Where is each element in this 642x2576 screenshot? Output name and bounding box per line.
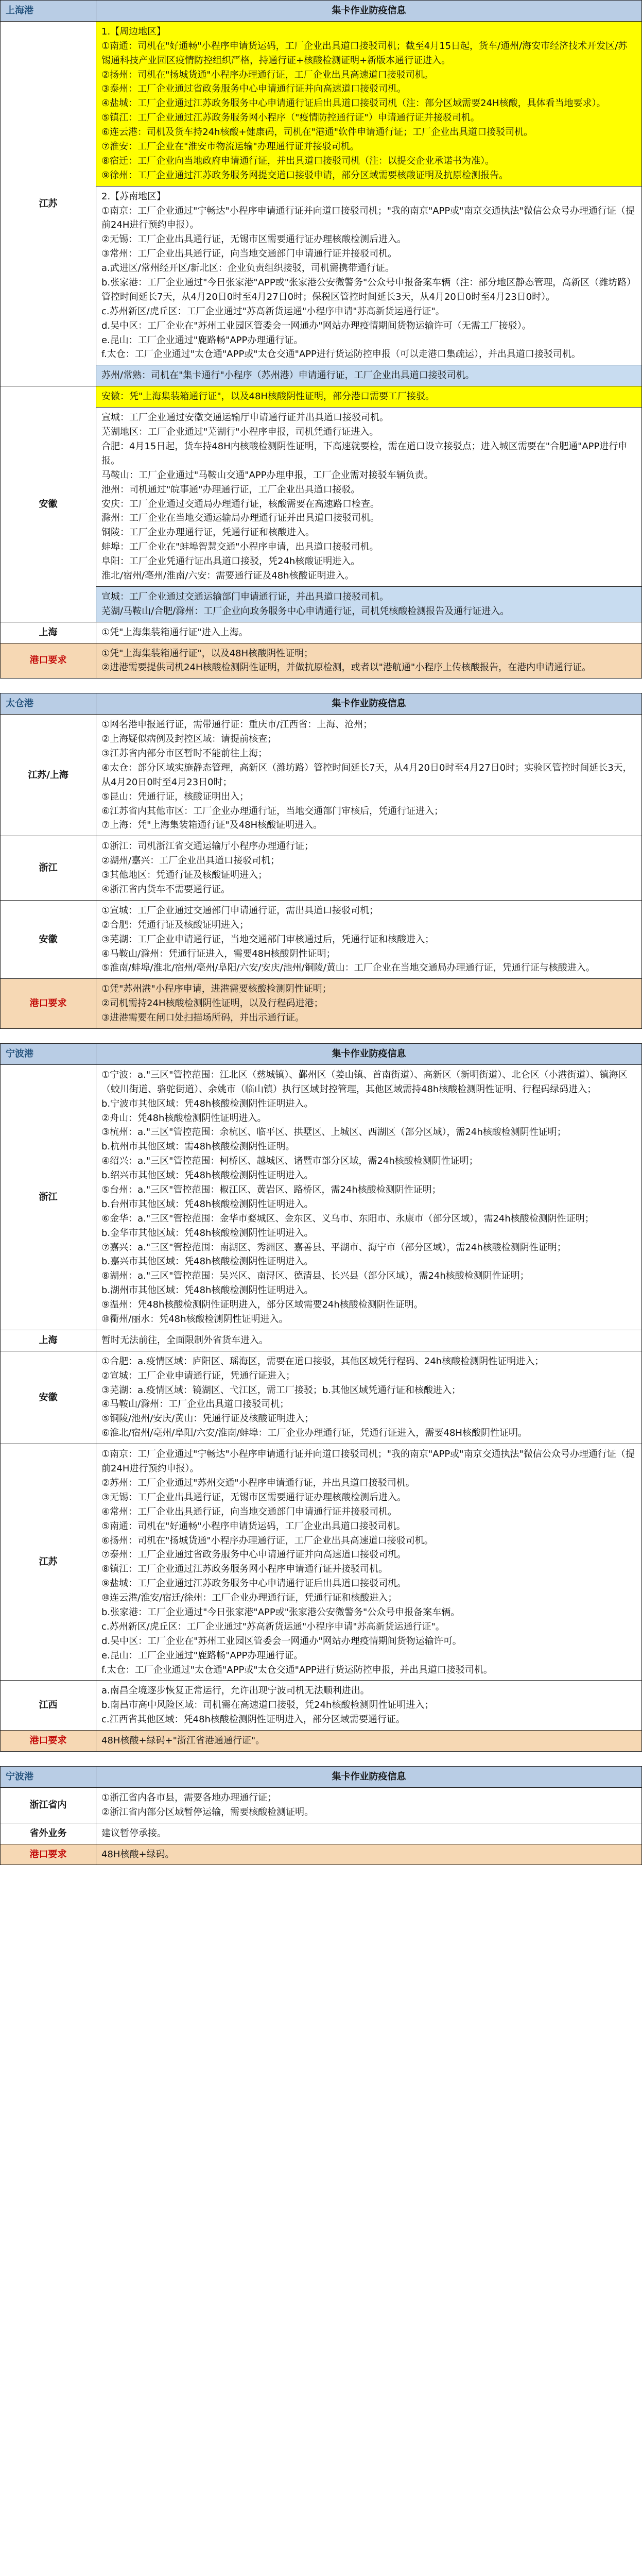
content-line: 2.【苏南地区】 xyxy=(101,191,166,202)
content-line: ⑥连云港：司机及货车持24h核酸+健康码，司机在"港通"软件申请通行证；工厂企业出具道口接驳司机。 xyxy=(101,127,533,138)
content-line: e.昆山：工厂企业通过"鹿路畅"APP办理通行证。 xyxy=(101,1650,303,1661)
content-line: ③进港需要在闸口处扫描场所码，并出示通行证。 xyxy=(101,1012,305,1024)
content-line: ⑧宿迁：工厂企业向当地政府申请通行证，并出具道口接驳司机（注：以提交企业承诺书为准）。 xyxy=(101,155,495,166)
content-cell xyxy=(96,365,642,386)
content-line: ②司机需持24H核酸检测阴性证明，以及行程码进港； xyxy=(101,998,323,1009)
province-label: 上海 xyxy=(1,1330,96,1351)
content-line: c.江西省其他区域：凭48h核酸检测阴性证明进入，部分区域需要通行证。 xyxy=(101,1714,405,1725)
table-row xyxy=(1,1731,642,1752)
content-line: ①凭"上海集装箱通行证"，以及48H核酸阴性证明； xyxy=(101,648,314,659)
content-line: d.吴中区：工厂企业在"苏州工业园区管委会一网通办"网站办理疫情期间货物运输许可（无需工厂接驳）。 xyxy=(101,320,531,331)
port-section xyxy=(0,693,642,1029)
header-row xyxy=(1,1766,642,1787)
content-line: ②进港需要提供司机24H核酸检测阴性证明，并做抗原检测，或者以"港航通"小程序上传核酸报告，在港内申请通行证。 xyxy=(101,662,592,673)
table-row xyxy=(1,1681,642,1731)
content-line: ⑤淮南/蚌埠/淮北/宿州/亳州/阜阳/六安/安庆/池州/铜陵/黄山：工厂企业在当地交通局办理通行证，凭通行证与核酸进入。 xyxy=(101,962,595,974)
content-cell xyxy=(96,1064,642,1330)
content-cell xyxy=(96,1787,642,1823)
content-cell xyxy=(96,1844,642,1865)
content-line: 苏州/常熟：司机在"集卡通行"小程序（苏州港）申请通行证，工厂企业出具道口接驳司机。 xyxy=(101,370,475,381)
content-line: ⑧湖州：a."三区"管控范围：吴兴区、南浔区、德清县、长兴县（部分区域），需24h核酸检测阴性证明； xyxy=(101,1270,529,1282)
content-cell xyxy=(96,622,642,643)
province-label: 浙江省内 xyxy=(1,1787,96,1823)
content-line: 48H核酸+绿码+"浙江省港通通行证"。 xyxy=(101,1735,265,1747)
content-line: ②上海疑似病例及封控区域：请提前核查； xyxy=(101,734,277,745)
content-line: 铜陵：工厂企业办理通行证，凭通行证和核酸进入。 xyxy=(101,527,315,538)
content-line: ①网名港申报通行证，需带通行证：重庆市/江西省：上海、沧州； xyxy=(101,719,373,731)
table-row xyxy=(1,643,642,679)
table-row xyxy=(1,386,642,408)
content-line: a.南昌全境逐步恢复正常运行，允许出现宁波司机无法顺利进出。 xyxy=(101,1685,370,1697)
content-cell xyxy=(96,1731,642,1752)
content-line: b.杭州市其他区域：需48h核酸检测阴性证明。 xyxy=(101,1141,295,1153)
content-line: ①合肥：a.疫情区域：庐阳区、瑶海区，需要在道口接驳，其他区域凭行程码、24h核酸检测阴性证明进入； xyxy=(101,1355,544,1367)
content-line: ②浙江省内部分区域暂停运输，需要核酸检测证明。 xyxy=(101,1806,314,1818)
province-label: 港口要求 xyxy=(1,643,96,679)
province-label: 浙江 xyxy=(1,1064,96,1330)
content-line: ④浙江省内货车不需要通行证。 xyxy=(101,884,231,895)
content-line: 阜阳：工厂企业凭通行证出具道口接驳，凭24h核酸证明进入。 xyxy=(101,556,360,567)
section-title: 集卡作业防疫信息 xyxy=(96,1766,642,1787)
content-line: ③芜湖：工厂企业申请通行证，当地交通部门审核通过后，凭通行证和核酸进入； xyxy=(101,934,435,945)
content-line: ②扬州：司机在"扬城货通"小程序办理通行证，工厂企业出具高速道口接驳司机。 xyxy=(101,69,433,80)
content-line: ⑨盐城：工厂企业通过江苏政务服务中心申请通行证后出具道口接驳司机。 xyxy=(101,1578,407,1589)
content-cell xyxy=(96,386,642,408)
content-line: ⑦上海：凭"上海集装箱通行证"及48H核酸证明进入。 xyxy=(101,820,323,831)
content-cell xyxy=(96,1444,642,1681)
table-row xyxy=(1,1330,642,1351)
content-line: ⑤镇江：工厂企业通过江苏政务服务网小程序（"疫情防控通行证"）申请通行证并接驳司机。 xyxy=(101,112,480,124)
province-label: 江苏 xyxy=(1,21,96,386)
content-cell xyxy=(96,836,642,901)
content-cell xyxy=(96,1823,642,1844)
content-line: c.苏州新区/虎丘区：工厂企业通过"苏高新货运通"小程序申请"苏高新货运通行证"。 xyxy=(101,306,445,317)
content-cell xyxy=(96,1351,642,1444)
table-row xyxy=(1,1787,642,1823)
content-line: ③泰州：工厂企业通过省政务服务中心申请通行证并向高速道口接驳司机。 xyxy=(101,83,407,95)
province-label: 江苏 xyxy=(1,1444,96,1681)
content-line: f.太仓：工厂企业通过"太仓通"APP或"太仓交通"APP进行货运防控申报（可以走港口集疏运），并出具道口接驳司机。 xyxy=(101,349,581,360)
content-line: ③杭州：a."三区"管控范围：余杭区、临平区、拱墅区、上城区、西湖区（部分区域），需24h核酸检测阴性证明； xyxy=(101,1127,566,1138)
header-row xyxy=(1,693,642,715)
table-row xyxy=(1,622,642,643)
province-label: 港口要求 xyxy=(1,1731,96,1752)
table-row xyxy=(1,900,642,978)
content-line: b.湖州市其他区域：凭48h核酸检测阴性证明进入。 xyxy=(101,1285,314,1296)
port-name: 宁波港 xyxy=(1,1766,96,1787)
content-line: ①浙江省内各市县，需要各地办理通行证； xyxy=(101,1792,277,1803)
content-line: ⑦泰州：工厂企业通过省政务服务中心申请通行证并向高速道口接驳司机。 xyxy=(101,1549,407,1561)
port-name: 宁波港 xyxy=(1,1044,96,1065)
content-line: ①凭"上海集装箱通行证"进入上海。 xyxy=(101,626,248,638)
content-line: b.嘉兴市其他区域：凭48h核酸检测阴性证明进入。 xyxy=(101,1256,314,1267)
province-label: 江苏/上海 xyxy=(1,715,96,836)
province-label: 安徽 xyxy=(1,1351,96,1444)
port-section xyxy=(0,0,642,679)
content-cell xyxy=(96,1681,642,1731)
table-row xyxy=(1,979,642,1029)
content-line: ④马鞍山/滁州：凭通行证进入，需要48H核酸阴性证明； xyxy=(101,948,336,959)
content-line: ⑥金华：a."三区"管控范围：金华市婺城区、金东区、义乌市、东阳市、永康市（部分区域），需24h核酸检测阴性证明； xyxy=(101,1213,594,1224)
content-line: 48H核酸+绿码。 xyxy=(101,1849,175,1860)
table-row xyxy=(1,21,642,186)
content-line: a.武进区/常州经开区/新北区：企业负责组织接驳，司机需携带通行证。 xyxy=(101,263,394,274)
port-table xyxy=(0,1766,642,1865)
content-line: 马鞍山：工厂企业通过"马鞍山交通"APP办理申报，工厂企业需对接驳车辆负责。 xyxy=(101,469,433,481)
content-line: ⑤台州：a."三区"管控范围：椒江区、黄岩区、路桥区，需24h核酸检测阴性证明； xyxy=(101,1184,441,1196)
province-label: 港口要求 xyxy=(1,979,96,1029)
content-line: ⑦淮安：工厂企业在"淮安市物流运输"办理通行证并接驳司机。 xyxy=(101,141,359,152)
header-row xyxy=(1,1,642,22)
content-line: 蚌埠：工厂企业在"蚌埠智慧交通"小程序申请，出具道口接驳司机。 xyxy=(101,541,379,553)
content-line: ⑩连云港/淮安/宿迁/徐州：工厂企业办理通行证，凭通行证和核酸进入； xyxy=(101,1592,397,1604)
content-line: ①凭"苏州港"小程序申请，进港需要核酸检测阴性证明； xyxy=(101,984,332,995)
content-line: 芜湖/马鞍山/合肥/滁州：工厂企业向政务服务中心申请通行证，司机凭核酸检测报告及通行证进入。 xyxy=(101,605,510,617)
table-row xyxy=(1,408,642,587)
content-line: 淮北/宿州/亳州/淮南/六安：需要通行证及48h核酸证明进入。 xyxy=(101,570,354,581)
content-line: ①南京：工厂企业通过"宁畅达"小程序申请通行证并向道口接驳司机；"我的南京"APP或"南京交通执法"微信公众号办理通行证（提前24H进行预约申报）。 xyxy=(101,205,635,231)
province-label: 安徽 xyxy=(1,386,96,622)
content-line: ⑨温州：凭48h核酸检测阴性证明进入，部分区域需要24h核酸检测阴性证明。 xyxy=(101,1299,423,1311)
content-line: ⑨徐州：工厂企业通过江苏政务服务网提交道口接驳申请，部分区域需要核酸证明及抗原检测报告。 xyxy=(101,170,509,181)
table-row xyxy=(1,586,642,622)
port-name: 太仓港 xyxy=(1,693,96,715)
content-line: ④常州：工厂企业出具通行证，向当地交通部门申请通行证并接驳司机。 xyxy=(101,1506,397,1517)
content-line: ⑥江苏省内其他市区：工厂企业办理通行证，当地交通部门审核后，凭通行证进入； xyxy=(101,805,444,817)
content-line: ④太仓：部分区域实施静态管理，高新区（潍坊路）管控时间延长7天，从4月20日0时至4月27日0时；实验区管控时间延长3天，从4月20日0时至4月23日0时； xyxy=(101,762,632,788)
content-line: f.太仓：工厂企业通过"太仓通"APP或"太仓交通"APP进行货运防控申报，并出具道口接驳司机。 xyxy=(101,1664,493,1675)
content-line: ⑤铜陵/池州/安庆/黄山：凭通行证及核酸证明进入； xyxy=(101,1413,314,1425)
content-line: ③芜湖：a.疫情区域：镜湖区、弋江区，需工厂接驳；b.其他区域凭通行证和核酸进入； xyxy=(101,1384,461,1396)
content-line: b.张家港：工厂企业通过"今日张家港"APP或"张家港公安微警务"公众号申报备案车辆。 xyxy=(101,1606,460,1618)
content-line: b.台州市其他区域：凭48h核酸检测阴性证明进入。 xyxy=(101,1198,314,1210)
table-row xyxy=(1,1064,642,1330)
content-line: ①浙江：司机浙江省交通运输厅小程序办理通行证； xyxy=(101,841,314,852)
content-line: 合肥：4月15日起，货车持48H内核酸检测阴性证明，下高速就要检，需在道口设立接驳点；进入城区需要在"合肥通"APP进行申报。 xyxy=(101,440,628,466)
content-line: c.苏州新区/虎丘区：工厂企业通过"苏高新货运通"小程序申请"苏高新货运通行证"。 xyxy=(101,1621,445,1632)
province-label: 省外业务 xyxy=(1,1823,96,1844)
table-row xyxy=(1,1844,642,1865)
table-row xyxy=(1,1444,642,1681)
content-line: b.南昌市高中风险区域：司机需在高速道口接驳，凭24h核酸检测阴性证明进入； xyxy=(101,1700,434,1711)
content-line: ⑤南通：司机在"好通畅"小程序申请货运码，工厂企业出具道口接驳司机。 xyxy=(101,1520,406,1532)
province-label: 浙江 xyxy=(1,836,96,901)
port-table xyxy=(0,693,642,1029)
header-row xyxy=(1,1044,642,1065)
port-section xyxy=(0,1766,642,1865)
content-line: ③无锡：工厂企业出具通行证，无锡市区需要通行证办理核酸检测后进入。 xyxy=(101,1492,407,1503)
table-row xyxy=(1,365,642,386)
content-line: 安徽：凭"上海集装箱通行证"，以及48H核酸阴性证明，部分港口需要工厂接驳。 xyxy=(101,391,435,402)
content-line: b.绍兴市其他区域：凭48h核酸检测阴性证明进入。 xyxy=(101,1170,314,1181)
content-line: 宣城：工厂企业通过交通运输部门申请通行证，并出具道口接驳司机。 xyxy=(101,591,389,602)
section-title: 集卡作业防疫信息 xyxy=(96,693,642,715)
content-line: ②合肥：凭通行证及核酸证明进入； xyxy=(101,919,249,930)
content-line: ②宣城：工厂企业申请通行证，凭通行证进入； xyxy=(101,1370,296,1381)
content-line: ②湖州/嘉兴：工厂企业出具道口接驳司机； xyxy=(101,855,280,867)
content-line: ②无锡：工厂企业出具通行证，无锡市区需要通行证办理核酸检测后进入。 xyxy=(101,234,407,245)
table-row xyxy=(1,836,642,901)
content-cell xyxy=(96,586,642,622)
content-cell xyxy=(96,643,642,679)
section-title: 集卡作业防疫信息 xyxy=(96,1,642,22)
content-line: ④马鞍山/滁州：工厂企业出具道口接驳司机； xyxy=(101,1399,289,1410)
content-line: ④盐城：工厂企业通过江苏政务服务中心申请通行证后出具道口接驳司机（注：部分区域需要24H核酸，具体看当地要求）。 xyxy=(101,98,606,109)
content-line: ①南通：司机在"好通畅"小程序申请货运码，工厂企业出具道口接驳司机；截至4月15日起，货车/通州/海安市经济技术开发区/苏锡通科技产业园区疫情防控组织严格，持通行证+核酸检测证明+新版本通行证进入。 xyxy=(101,40,628,66)
province-label: 安徽 xyxy=(1,900,96,978)
content-line: e.昆山：工厂企业通过"鹿路畅"APP办理通行证。 xyxy=(101,334,303,346)
content-line: ⑥扬州：司机在"扬城货通"小程序办理通行证，工厂企业出具高速道口接驳司机。 xyxy=(101,1535,433,1546)
province-label: 江西 xyxy=(1,1681,96,1731)
table-row xyxy=(1,1823,642,1844)
content-line: ②苏州：工厂企业通过"苏州交通"小程序申请通行证，并出具道口接驳司机。 xyxy=(101,1477,415,1488)
content-cell xyxy=(96,979,642,1029)
port-table xyxy=(0,0,642,679)
port-table xyxy=(0,1043,642,1752)
content-cell xyxy=(96,715,642,836)
content-line: ⑥淮北/宿州/亳州/阜阳/六安/淮南/蚌埠：工厂企业办理通行证，凭通行证进入，需要48H核酸阴性证明。 xyxy=(101,1428,527,1439)
content-line: ①宣城：工厂企业通过交通部门申请通行证，需出具道口接驳司机； xyxy=(101,905,379,916)
content-line: ⑩衢州/丽水：凭48h核酸检测阴性证明进入。 xyxy=(101,1314,288,1325)
content-line: 池州：司机通过"皖事通"办理通行证，工厂企业出具道口接驳。 xyxy=(101,484,360,495)
content-cell xyxy=(96,900,642,978)
table-row xyxy=(1,715,642,836)
content-cell xyxy=(96,186,642,365)
section-title: 集卡作业防疫信息 xyxy=(96,1044,642,1065)
content-line: 滁州：工厂企业在当地交通运输局办理通行证并出具道口接驳司机。 xyxy=(101,513,379,524)
content-line: ③常州：工厂企业出具通行证，向当地交通部门申请通行证并接驳司机。 xyxy=(101,248,397,260)
content-line: ⑦嘉兴：a."三区"管控范围：南湖区、秀洲区、嘉善县、平湖市、海宁市（部分区域），需24h核酸检测阴性证明； xyxy=(101,1242,566,1253)
content-line: 暂时无法前往，全面限制外省货车进入。 xyxy=(101,1334,268,1346)
content-line: ①南京：工厂企业通过"宁畅达"小程序申请通行证并向道口接驳司机；"我的南京"APP或"南京交通执法"微信公众号办理通行证（提前24H进行预约申报）。 xyxy=(101,1449,635,1475)
content-line: d.吴中区：工厂企业在"苏州工业园区管委会一网通办"网站办理疫情期间货物运输许可。 xyxy=(101,1635,462,1647)
content-line: b.张家港：工厂企业通过"今日张家港"APP或"张家港公安微警务"公众号申报备案车辆（注：部分地区静态管理，高新区（潍坊路）管控时间延长7天，从4月20日0时至4月27日0时；保税区管控时间延长3天，从4月20日0时至4月23日0时）。 xyxy=(101,277,636,302)
port-section xyxy=(0,1043,642,1752)
content-line: b.金华市其他区域：凭48h核酸检测阴性证明进入。 xyxy=(101,1227,314,1239)
port-name: 上海港 xyxy=(1,1,96,22)
content-line: ③江苏省内部分市区暂时不能前往上海； xyxy=(101,748,268,759)
content-line: 宣城：工厂企业通过安徽交通运输厅申请通行证并出具道口接驳司机。 xyxy=(101,412,389,423)
content-cell xyxy=(96,21,642,186)
content-line: b.宁波市其他区域：凭48h核酸检测阴性证明进入。 xyxy=(101,1098,314,1109)
content-line: 建议暂停承接。 xyxy=(101,1827,166,1839)
content-line: ②舟山：凭48h核酸检测阴性证明进入。 xyxy=(101,1112,267,1124)
province-label: 港口要求 xyxy=(1,1844,96,1865)
content-cell xyxy=(96,408,642,587)
content-line: 安庆：工厂企业通过交通局办理通行证，核酸需要在高速路口检查。 xyxy=(101,498,379,510)
content-line: 芜湖地区：工厂企业通过"芜湖行"小程序申报，司机凭通行证进入。 xyxy=(101,427,379,438)
content-line: ③其他地区：凭通行证及核酸证明进入； xyxy=(101,870,268,881)
content-line: 1.【周边地区】 xyxy=(101,26,166,37)
content-line: ⑤昆山：凭通行证，核酸证明出入； xyxy=(101,791,249,802)
table-row xyxy=(1,186,642,365)
content-cell xyxy=(96,1330,642,1351)
content-line: ⑧镇江：工厂企业通过江苏政务服务网小程序申请通行证并接驳司机。 xyxy=(101,1564,388,1575)
content-line: ④绍兴：a."三区"管控范围：柯桥区、越城区、诸暨市部分区域，需24h核酸检测阴性证明； xyxy=(101,1156,478,1167)
province-label: 上海 xyxy=(1,622,96,643)
table-row xyxy=(1,1351,642,1444)
content-line: ①宁波：a."三区"管控范围：江北区（慈城镇）、鄞州区（姜山镇、首南街道）、高新区（新明街道）、北仑区（小港街道）、镇海区（蛟川街道、骆驼街道）、余姚市（临山镇）执行区域封控管理，其他区域需持48h核酸检测阴性证明、行程码绿码进入； xyxy=(101,1069,628,1095)
